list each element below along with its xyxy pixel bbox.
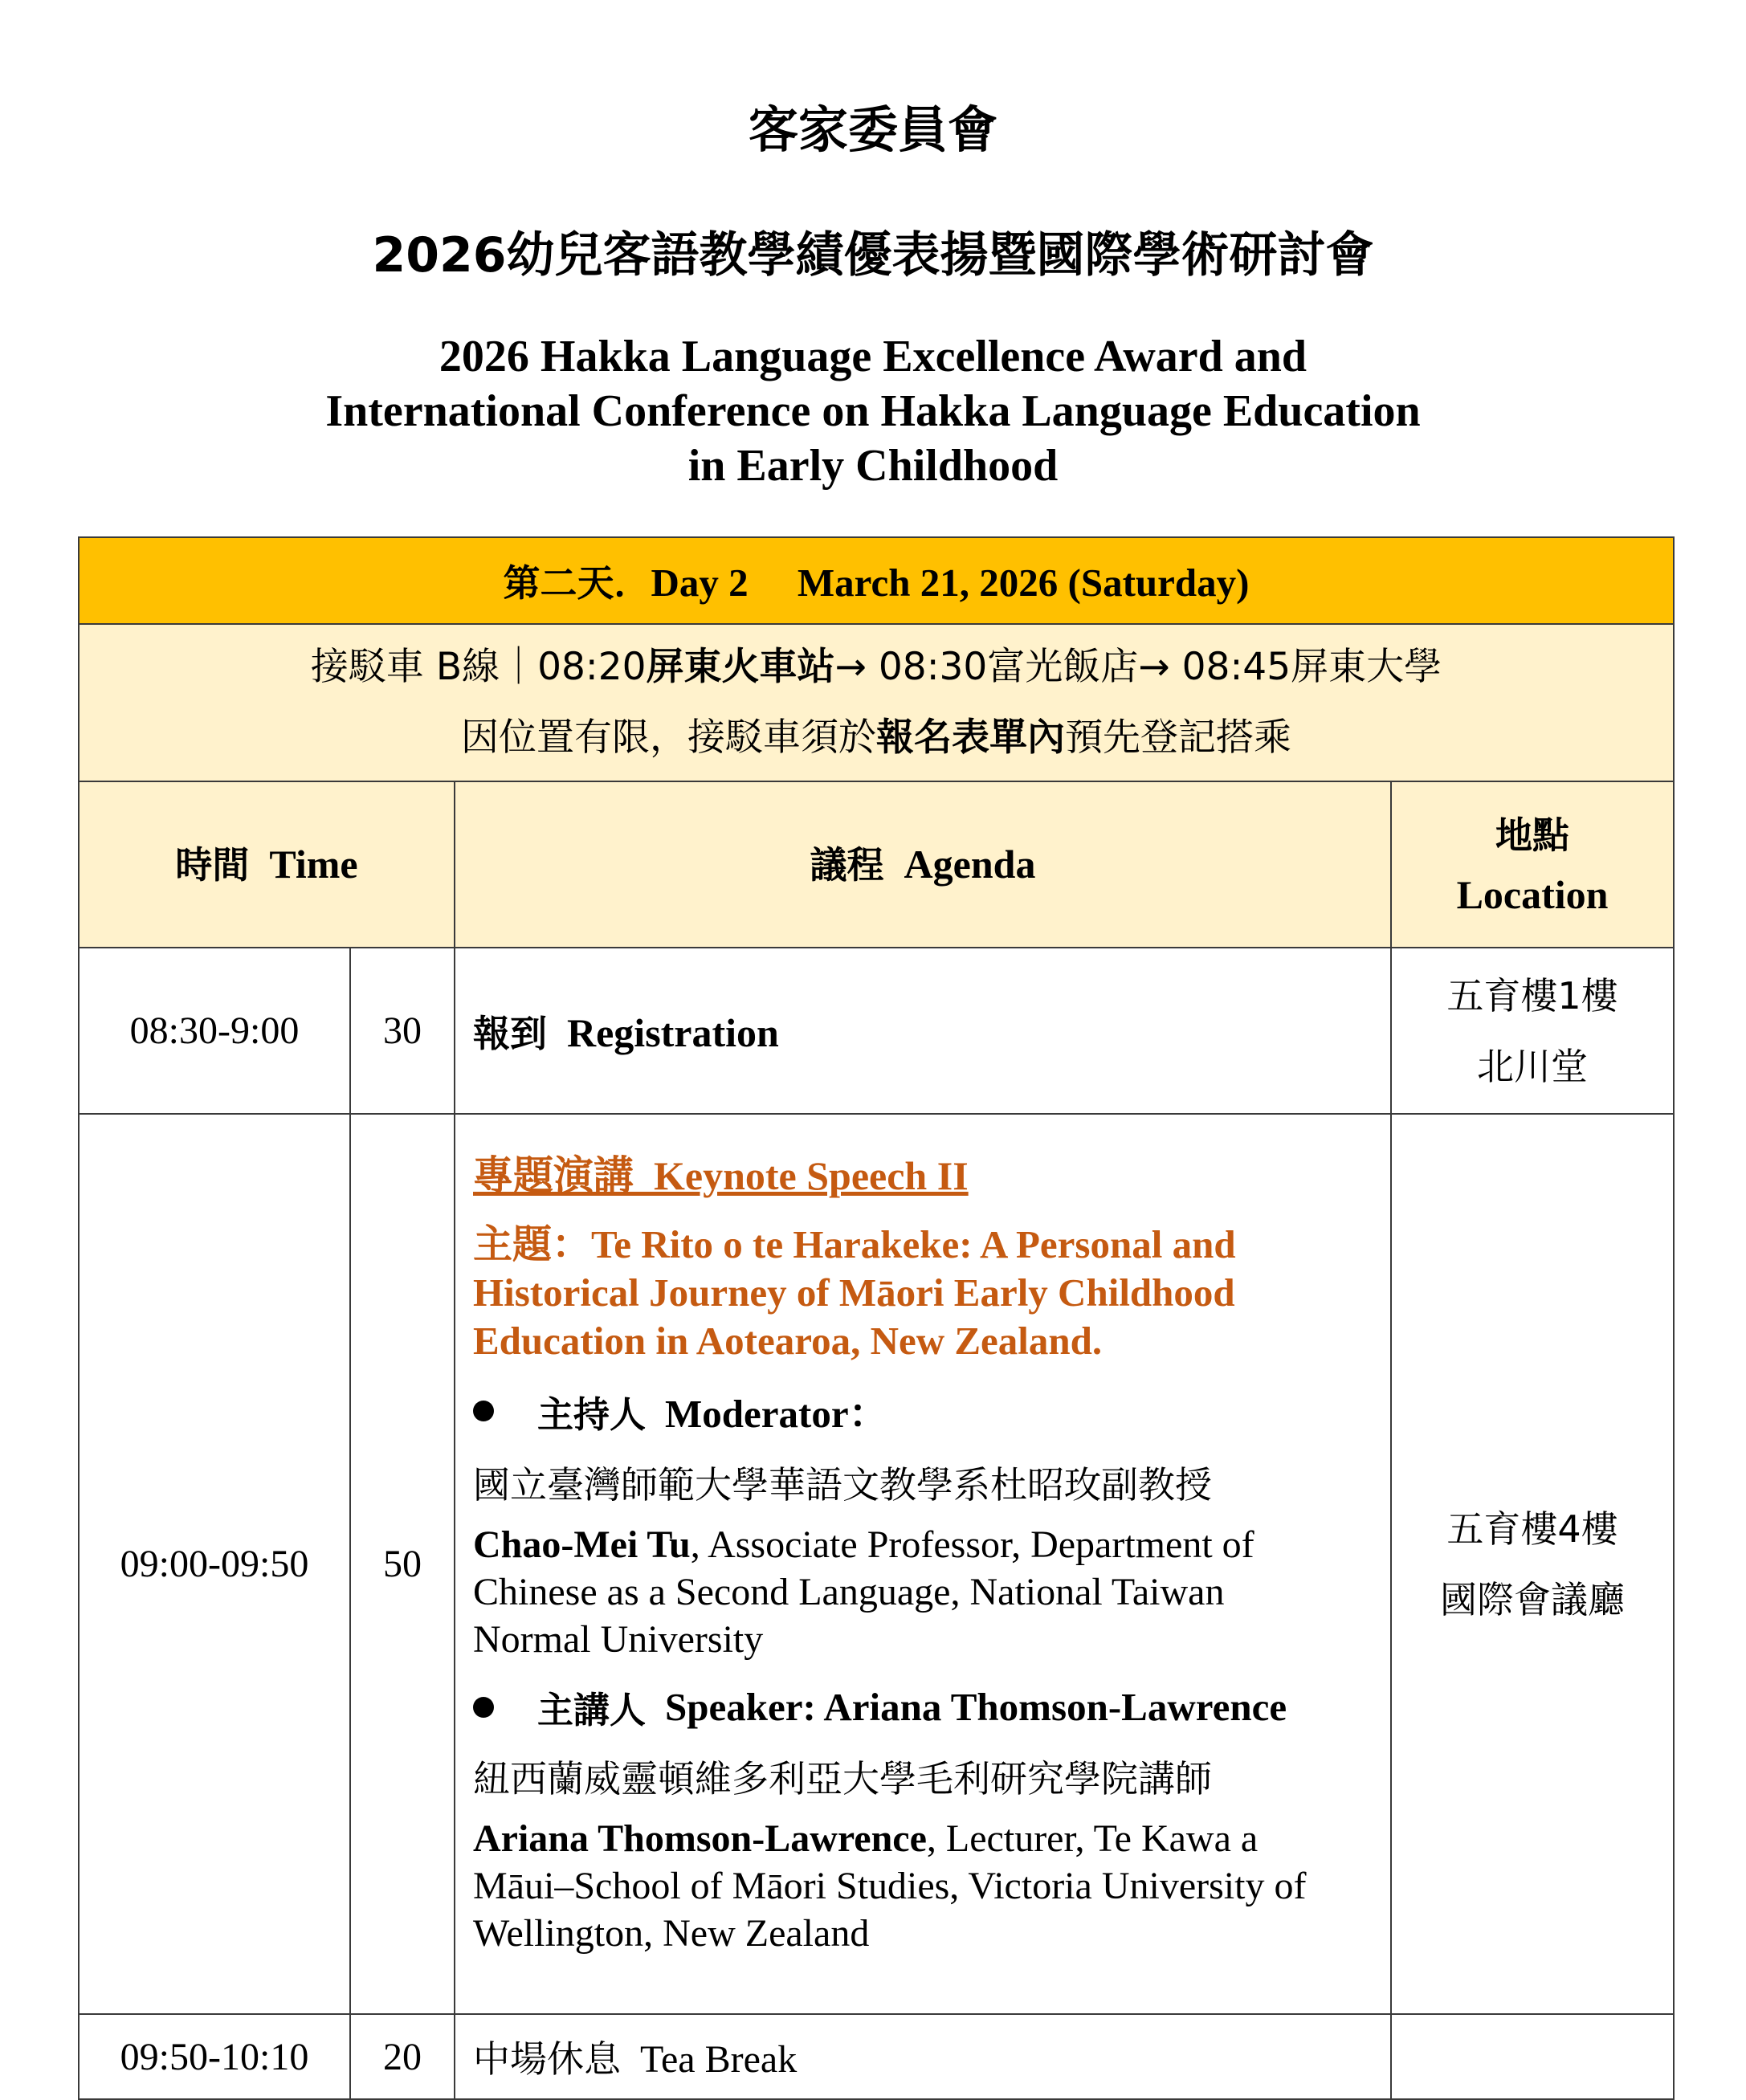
shuttle-note-form: 報名表單內 (876, 716, 1066, 760)
topic-prefix: 主題： (473, 1221, 592, 1267)
time-cell: 09:50-10:10 (79, 2014, 350, 2099)
moderator-bio-line-1: , Associate Professor, Department of (690, 1523, 1254, 1566)
time-header-en: Time (269, 842, 358, 887)
speaker-bio-line-2: Māui–School of Māori Studies, Victoria University of (473, 1865, 1307, 1907)
agenda-cell (455, 948, 1391, 1114)
keynote-topic (473, 1221, 1374, 1365)
location-header-en: Location (1456, 871, 1609, 917)
bullet-icon (473, 1697, 494, 1718)
time-header-zh: 時間 (175, 843, 250, 887)
location-line-1: 五育樓1樓 (1446, 973, 1618, 1017)
agenda-zh: 報到 (473, 1011, 547, 1055)
organization-title: 客家委員會 (748, 100, 997, 159)
location-line-2: 國際會議廳 (1440, 1577, 1626, 1621)
shuttle-route-station: 屏東火車站 (646, 645, 835, 689)
shuttle-route (80, 632, 1673, 703)
shuttle-route-suffix: → 08:30富光飯店→ 08:45屏東大學 (834, 645, 1442, 689)
title-en-line-2: International Conference on Hakka Language Education (325, 386, 1421, 436)
moderator-name: Chao-Mei Tu (473, 1523, 691, 1566)
day-banner-row (79, 537, 1674, 624)
day-label-en: Day 2 (651, 561, 749, 605)
agenda-header-zh: 議程 (810, 843, 884, 887)
duration-cell: 30 (350, 948, 455, 1114)
location-column-header (1391, 781, 1674, 948)
keynote-title (473, 1147, 1374, 1205)
location-cell (1391, 1114, 1674, 2014)
moderator-bio-line-3: Normal University (473, 1618, 764, 1661)
location-line-1: 五育樓4樓 (1446, 1507, 1618, 1551)
speaker-name: Ariana Thomson-Lawrence (473, 1817, 927, 1860)
conference-title-zh: 2026幼兒客語教學績優表揚暨國際學術研討會 (372, 227, 1374, 283)
speaker-bio (473, 1815, 1374, 1957)
location-cell (1391, 2014, 1674, 2099)
time-column-header (79, 781, 455, 948)
agenda-table (78, 536, 1675, 2100)
table-row (79, 1114, 1674, 2014)
shuttle-note (80, 703, 1673, 773)
moderator-label-en: Moderator： (665, 1392, 888, 1436)
agenda-en: Tea Break (640, 2038, 798, 2081)
day-label-zh: 第二天． (503, 561, 651, 605)
speaker-bio-line-3: Wellington, New Zealand (473, 1912, 870, 1955)
time-cell: 09:00-09:50 (79, 1114, 350, 2014)
keynote-agenda-cell (455, 1114, 1391, 2014)
agenda-zh: 中場休息 (473, 2037, 621, 2081)
shuttle-info-row (79, 624, 1674, 781)
table-row (79, 2014, 1674, 2099)
day-date: March 21, 2026 (Saturday) (797, 561, 1250, 605)
bullet-icon (473, 1401, 494, 1421)
location-cell (1391, 948, 1674, 1114)
moderator-bio (473, 1521, 1374, 1663)
moderator-heading (473, 1383, 1374, 1439)
speaker-heading (473, 1681, 1374, 1733)
time-cell: 08:30-9:00 (79, 948, 350, 1114)
keynote-title-zh: 專題演講 (473, 1152, 634, 1199)
speaker-label-en: Speaker: Ariana Thomson-Lawrence (665, 1685, 1287, 1729)
shuttle-route-prefix: 接駁車 B線｜08:20 (310, 645, 647, 689)
agenda-header-en: Agenda (904, 842, 1036, 887)
location-header-zh: 地點 (1495, 813, 1570, 857)
agenda-en: Registration (567, 1009, 779, 1055)
day-banner (79, 537, 1674, 624)
moderator-desc-zh: 國立臺灣師範大學華語文教學系杜昭玫副教授 (473, 1463, 1212, 1507)
moderator-bio-line-2: Chinese as a Second Language, National Taiwan (473, 1571, 1225, 1613)
table-row (79, 948, 1674, 1114)
topic-line-3: Education in Aotearoa, New Zealand. (473, 1319, 1103, 1363)
shuttle-info (79, 624, 1674, 781)
location-line-2: 北川堂 (1477, 1044, 1589, 1088)
agenda-cell (455, 2014, 1391, 2099)
title-en-line-1: 2026 Hakka Language Excellence Award and (439, 332, 1307, 381)
keynote-title-en: Keynote Speech II (654, 1153, 969, 1198)
title-en-line-3: in Early Childhood (687, 441, 1059, 491)
speaker-desc-zh: 紐西蘭威靈頓維多利亞大學毛利研究學院講師 (473, 1757, 1212, 1800)
speaker-bio-line-1: , Lecturer, Te Kawa a (926, 1817, 1259, 1860)
duration-cell: 50 (350, 1114, 455, 2014)
agenda-column-header (455, 781, 1391, 948)
column-header-row (79, 781, 1674, 948)
topic-line-1: Te Rito o te Harakeke: A Personal and (591, 1222, 1236, 1266)
topic-line-2: Historical Journey of Māori Early Childhood (473, 1270, 1235, 1315)
moderator-label-zh: 主持人 (537, 1393, 647, 1436)
duration-cell: 20 (350, 2014, 455, 2099)
speaker-label-zh: 主講人 (537, 1689, 647, 1731)
conference-title-en (0, 329, 1746, 493)
shuttle-note-prefix: 因位置有限，接駁車須於 (461, 716, 877, 760)
shuttle-note-suffix: 預先登記搭乘 (1065, 716, 1292, 760)
